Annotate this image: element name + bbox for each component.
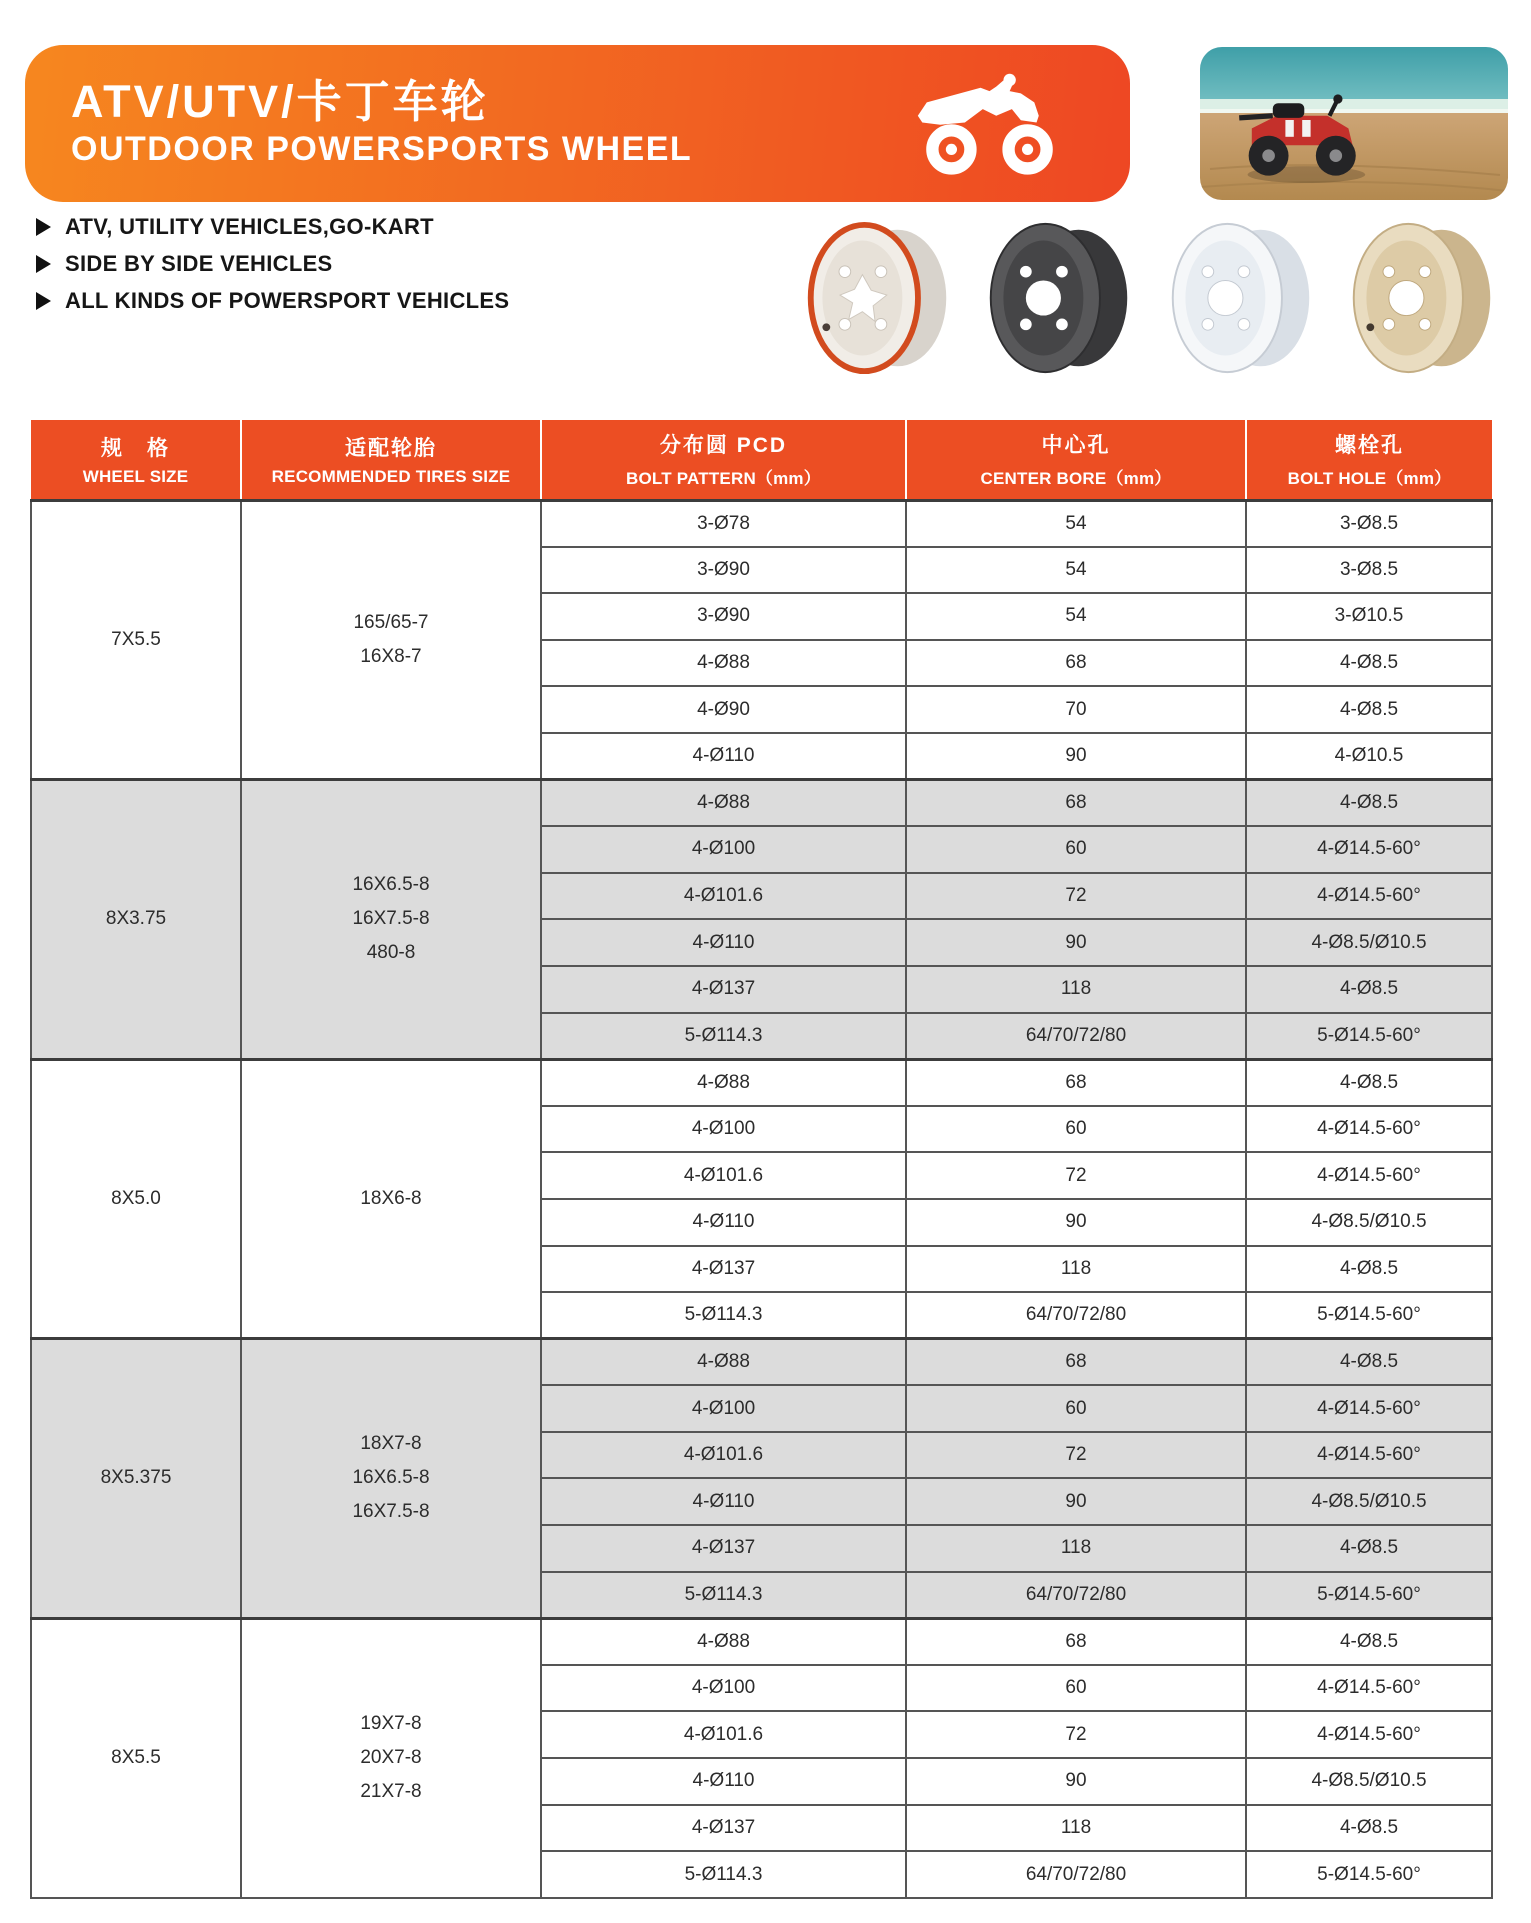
bolt-pattern-cell: 4-Ø88 [541, 1059, 906, 1106]
bolt-pattern-cell: 4-Ø110 [541, 919, 906, 966]
header-zh: 分布圆 PCD [659, 434, 788, 458]
tire-size: 165/65-7 [353, 611, 429, 633]
center-bore-cell: 60 [906, 1106, 1246, 1153]
center-bore-cell: 72 [906, 873, 1246, 920]
header-center-bore [906, 420, 1246, 500]
bolt-pattern-cell: 4-Ø110 [541, 733, 906, 780]
table-row [31, 1339, 1492, 1386]
tire-size: 18X7-8 [360, 1433, 422, 1455]
center-bore-cell: 60 [906, 1385, 1246, 1432]
center-bore-cell: 64/70/72/80 [906, 1013, 1246, 1060]
bolt-hole-cell: 4-Ø14.5-60° [1246, 1665, 1492, 1712]
bolt-hole-cell: 4-Ø14.5-60° [1246, 1106, 1492, 1153]
bolt-hole-cell: 4-Ø8.5 [1246, 1618, 1492, 1665]
bolt-pattern-cell: 4-Ø101.6 [541, 1432, 906, 1479]
bolt-pattern-cell: 4-Ø88 [541, 640, 906, 687]
bullet-triangle-icon [36, 218, 51, 236]
center-bore-cell: 68 [906, 1059, 1246, 1106]
bullet-triangle-icon [36, 292, 51, 310]
bolt-pattern-cell: 4-Ø137 [541, 1525, 906, 1572]
center-bore-cell: 90 [906, 1478, 1246, 1525]
bolt-hole-cell: 3-Ø8.5 [1246, 500, 1492, 547]
wheel-size-group [31, 1618, 1492, 1898]
wheel-size-cell: 7X5.5 [31, 500, 241, 780]
bolt-hole-cell: 4-Ø14.5-60° [1246, 1432, 1492, 1479]
center-bore-cell: 118 [906, 1525, 1246, 1572]
bolt-hole-cell: 4-Ø8.5/Ø10.5 [1246, 1478, 1492, 1525]
center-bore-cell: 72 [906, 1152, 1246, 1199]
center-bore-cell: 54 [906, 500, 1246, 547]
recommended-tires-cell [241, 780, 541, 1060]
bolt-hole-cell: 4-Ø8.5 [1246, 780, 1492, 827]
recommended-tires-cell [241, 1339, 541, 1619]
feature-item [36, 251, 509, 277]
bolt-pattern-cell: 4-Ø101.6 [541, 1711, 906, 1758]
center-bore-cell: 90 [906, 1199, 1246, 1246]
header-recommended-tires [241, 420, 541, 500]
atv-beach-photo [1200, 47, 1508, 200]
bolt-pattern-cell: 4-Ø100 [541, 1665, 906, 1712]
bolt-hole-cell: 4-Ø10.5 [1246, 733, 1492, 780]
table-row [31, 500, 1492, 547]
bolt-pattern-cell: 4-Ø110 [541, 1199, 906, 1246]
center-bore-cell: 70 [906, 686, 1246, 733]
bolt-pattern-cell: 3-Ø90 [541, 547, 906, 594]
bolt-hole-cell: 5-Ø14.5-60° [1246, 1572, 1492, 1619]
bolt-pattern-cell: 4-Ø88 [541, 1618, 906, 1665]
tire-size: 18X6-8 [360, 1187, 422, 1209]
center-bore-cell: 90 [906, 733, 1246, 780]
wheel-image-white-orange-rim [800, 210, 956, 386]
bolt-pattern-cell: 4-Ø137 [541, 966, 906, 1013]
center-bore-cell: 90 [906, 919, 1246, 966]
bolt-pattern-cell: 4-Ø101.6 [541, 873, 906, 920]
center-bore-cell: 54 [906, 593, 1246, 640]
table-row [31, 1059, 1492, 1106]
center-bore-cell: 72 [906, 1711, 1246, 1758]
header-row [31, 420, 1492, 500]
table-row [31, 1618, 1492, 1665]
wheel-image-white [1163, 210, 1319, 386]
center-bore-cell: 68 [906, 780, 1246, 827]
feature-text: ATV, UTILITY VEHICLES,GO-KART [65, 214, 434, 239]
recommended-tires-cell [241, 500, 541, 780]
page-title: ATV/UTV/卡丁车轮 [71, 75, 489, 127]
tire-size: 16X6.5-8 [352, 1467, 430, 1489]
tire-size: 19X7-8 [360, 1713, 422, 1735]
banner-text [25, 75, 693, 169]
wheel-size-group [31, 500, 1492, 780]
spec-table [30, 420, 1493, 1899]
header-en: WHEEL SIZE [82, 466, 189, 486]
bolt-hole-cell: 4-Ø14.5-60° [1246, 1385, 1492, 1432]
center-bore-cell: 90 [906, 1758, 1246, 1805]
bolt-hole-cell: 5-Ø14.5-60° [1246, 1292, 1492, 1339]
header-en: RECOMMENDED TIRES SIZE [271, 466, 511, 486]
header-zh: 螺栓孔 [1335, 434, 1404, 458]
header-banner [25, 45, 1130, 202]
wheel-images [800, 210, 1500, 386]
tire-size: 20X7-8 [360, 1747, 422, 1769]
center-bore-cell: 54 [906, 547, 1246, 594]
bolt-hole-cell: 4-Ø8.5 [1246, 1525, 1492, 1572]
bolt-pattern-cell: 4-Ø101.6 [541, 1152, 906, 1199]
bolt-hole-cell: 4-Ø8.5/Ø10.5 [1246, 1758, 1492, 1805]
page-subtitle: OUTDOOR POWERSPORTS WHEEL [71, 130, 693, 169]
bolt-pattern-cell: 4-Ø100 [541, 826, 906, 873]
bolt-pattern-cell: 3-Ø90 [541, 593, 906, 640]
bolt-hole-cell: 4-Ø14.5-60° [1246, 1711, 1492, 1758]
feature-item [36, 288, 509, 314]
header-en: CENTER BORE（mm） [980, 469, 1172, 489]
header-bolt-pattern [541, 420, 906, 500]
table-header [31, 420, 1492, 500]
bolt-hole-cell: 4-Ø14.5-60° [1246, 826, 1492, 873]
bolt-hole-cell: 4-Ø8.5/Ø10.5 [1246, 1199, 1492, 1246]
bolt-hole-cell: 4-Ø8.5 [1246, 1805, 1492, 1852]
recommended-tires-cell [241, 1059, 541, 1339]
header-zh: 中心孔 [1041, 434, 1111, 458]
bolt-hole-cell: 4-Ø14.5-60° [1246, 1152, 1492, 1199]
center-bore-cell: 64/70/72/80 [906, 1572, 1246, 1619]
wheel-size-group [31, 1059, 1492, 1339]
wheel-size-cell: 8X3.75 [31, 780, 241, 1060]
wheel-image-black [981, 210, 1137, 386]
center-bore-cell: 118 [906, 966, 1246, 1013]
atv-icon [907, 71, 1072, 183]
wheel-size-cell: 8X5.0 [31, 1059, 241, 1339]
bolt-pattern-cell: 5-Ø114.3 [541, 1292, 906, 1339]
center-bore-cell: 68 [906, 1339, 1246, 1386]
tire-size: 16X7.5-8 [352, 908, 430, 930]
tire-size: 21X7-8 [360, 1781, 422, 1803]
wheel-size-cell: 8X5.375 [31, 1339, 241, 1619]
wheel-size-group [31, 1339, 1492, 1619]
bolt-hole-cell: 4-Ø8.5 [1246, 966, 1492, 1013]
center-bore-cell: 118 [906, 1805, 1246, 1852]
bullet-triangle-icon [36, 255, 51, 273]
bolt-pattern-cell: 4-Ø88 [541, 780, 906, 827]
tire-size: 480-8 [366, 942, 416, 964]
bolt-hole-cell: 5-Ø14.5-60° [1246, 1851, 1492, 1898]
header-wheel-size [31, 420, 241, 500]
center-bore-cell: 118 [906, 1246, 1246, 1293]
header-en: BOLT PATTERN（mm） [626, 469, 821, 489]
bolt-hole-cell: 4-Ø8.5 [1246, 1059, 1492, 1106]
center-bore-cell: 64/70/72/80 [906, 1851, 1246, 1898]
tire-size: 16X7.5-8 [352, 1501, 430, 1523]
recommended-tires-cell [241, 1618, 541, 1898]
bolt-pattern-cell: 4-Ø137 [541, 1246, 906, 1293]
bolt-pattern-cell: 3-Ø78 [541, 500, 906, 547]
bolt-pattern-cell: 5-Ø114.3 [541, 1572, 906, 1619]
center-bore-cell: 72 [906, 1432, 1246, 1479]
bolt-hole-cell: 4-Ø8.5 [1246, 686, 1492, 733]
header-en: BOLT HOLE（mm） [1287, 469, 1452, 489]
center-bore-cell: 68 [906, 1618, 1246, 1665]
bolt-pattern-cell: 4-Ø110 [541, 1758, 906, 1805]
bolt-pattern-cell: 4-Ø137 [541, 1805, 906, 1852]
bolt-hole-cell: 4-Ø8.5 [1246, 1246, 1492, 1293]
center-bore-cell: 68 [906, 640, 1246, 687]
header-zh: 规 格 [101, 436, 170, 460]
feature-item [36, 214, 509, 240]
table-row [31, 780, 1492, 827]
bolt-hole-cell: 4-Ø8.5/Ø10.5 [1246, 919, 1492, 966]
bolt-hole-cell: 4-Ø8.5 [1246, 640, 1492, 687]
wheel-size-cell: 8X5.5 [31, 1618, 241, 1898]
bolt-hole-cell: 4-Ø8.5 [1246, 1339, 1492, 1386]
bolt-pattern-cell: 4-Ø100 [541, 1106, 906, 1153]
bolt-hole-cell: 3-Ø10.5 [1246, 593, 1492, 640]
bolt-hole-cell: 4-Ø14.5-60° [1246, 873, 1492, 920]
bolt-hole-cell: 3-Ø8.5 [1246, 547, 1492, 594]
bolt-pattern-cell: 5-Ø114.3 [541, 1013, 906, 1060]
bolt-pattern-cell: 4-Ø110 [541, 1478, 906, 1525]
center-bore-cell: 64/70/72/80 [906, 1292, 1246, 1339]
wheel-size-group [31, 780, 1492, 1060]
bolt-pattern-cell: 5-Ø114.3 [541, 1851, 906, 1898]
feature-list [36, 214, 509, 325]
tire-size: 16X6.5-8 [352, 874, 430, 896]
bolt-pattern-cell: 4-Ø100 [541, 1385, 906, 1432]
bolt-pattern-cell: 4-Ø90 [541, 686, 906, 733]
bolt-pattern-cell: 4-Ø88 [541, 1339, 906, 1386]
wheel-image-beige [1344, 210, 1500, 386]
feature-text: ALL KINDS OF POWERSPORT VEHICLES [65, 288, 510, 313]
header-bolt-hole [1246, 420, 1492, 500]
center-bore-cell: 60 [906, 826, 1246, 873]
tire-size: 16X8-7 [360, 645, 422, 667]
feature-text: SIDE BY SIDE VEHICLES [65, 251, 333, 276]
center-bore-cell: 60 [906, 1665, 1246, 1712]
header-zh: 适配轮胎 [345, 436, 437, 460]
bolt-hole-cell: 5-Ø14.5-60° [1246, 1013, 1492, 1060]
